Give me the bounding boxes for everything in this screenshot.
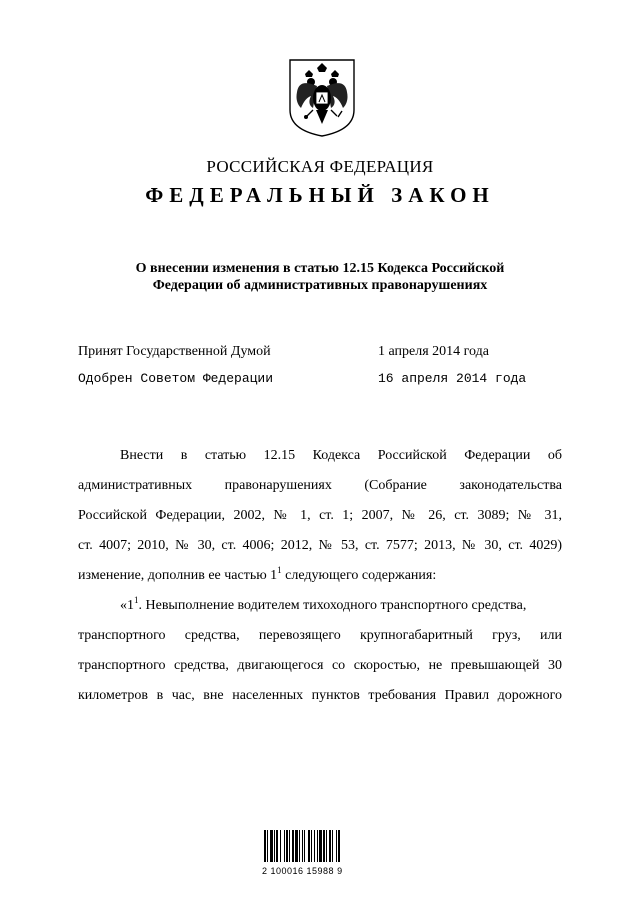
duma-adoption-date: 1 апреля 2014 года (378, 344, 489, 359)
law-type-heading: ФЕДЕРАЛЬНЫЙ ЗАКОН (145, 183, 495, 207)
barcode-bar (280, 830, 281, 862)
barcode-bar (264, 830, 266, 862)
barcode-bar (289, 830, 290, 862)
barcode-bar (292, 830, 294, 862)
council-approval-date: 16 апреля 2014 года (378, 371, 527, 386)
body-line-6-superscript: 1 (134, 595, 139, 605)
body-line-6-text: «1 (120, 598, 134, 613)
barcode-bar (323, 830, 325, 862)
barcode-bar (286, 830, 288, 862)
coat-of-arms-icon (287, 58, 357, 138)
barcode-bar (329, 830, 331, 862)
barcode-bar (326, 830, 327, 862)
barcode-bar (276, 830, 278, 862)
law-body (78, 441, 562, 711)
body-line-5 (78, 561, 562, 591)
body-line-5-text-end: следующего содержания: (281, 568, 437, 583)
duma-adoption-label: Принят Государственной Думой (78, 344, 271, 359)
body-line-9: километров в час, вне населенных пунктов требования Правил дорожного (78, 688, 562, 703)
barcode-bar (332, 830, 333, 862)
body-line-6 (78, 591, 562, 621)
barcode-bar (317, 830, 318, 862)
body-line-5-superscript: 1 (277, 565, 282, 575)
body-line-1: Внести в статью 12.15 Кодекса Российской Федерации об (120, 448, 562, 463)
body-line-8: транспортного средства, двигающегося со скоростью, не превышающей 30 (78, 658, 562, 673)
law-title-line-2: Федерации об административных правонарушениях (152, 278, 488, 293)
barcode-bar (299, 830, 300, 862)
body-line-7: транспортного средства, перевозящего крупногабаритный груз, или (78, 628, 562, 643)
country-name: РОССИЙСКАЯ ФЕДЕРАЦИЯ (206, 157, 434, 176)
barcode-bar (295, 830, 298, 862)
barcode-bar (311, 830, 312, 862)
barcode-bar (302, 830, 303, 862)
body-line-2: административных правонарушениях (Собрание законодательства (78, 478, 562, 493)
body-line-6-text-end: . Невыполнение водителем тихоходного транспортного средства, (138, 598, 527, 613)
barcode-number: 2 100016 15988 9 (262, 866, 343, 876)
law-title (60, 260, 580, 294)
barcode-bar (338, 830, 340, 862)
barcode-bar (267, 830, 268, 862)
barcode-bar (308, 830, 310, 862)
law-title-line-1: О внесении изменения в статью 12.15 Кодекса Российской (135, 261, 505, 276)
barcode-bar (270, 830, 273, 862)
barcode-bar (336, 830, 337, 862)
council-approval-label: Одобрен Советом Федерации (78, 371, 274, 386)
body-line-4: ст. 4007; 2010, № 30, ст. 4006; 2012, № 53, ст. 7577; 2013, № 30, ст. 4029) (78, 538, 562, 553)
barcode-bar (314, 830, 315, 862)
barcode-bar (319, 830, 322, 862)
barcode-bar (274, 830, 275, 862)
body-line-3: Российской Федерации, 2002, № 1, ст. 1; 2007, № 26, ст. 3089; № 31, (78, 508, 562, 523)
barcode-bar (304, 830, 305, 862)
barcode-bar (284, 830, 285, 862)
body-line-5-text: изменение, дополнив ее частью 1 (78, 568, 278, 583)
